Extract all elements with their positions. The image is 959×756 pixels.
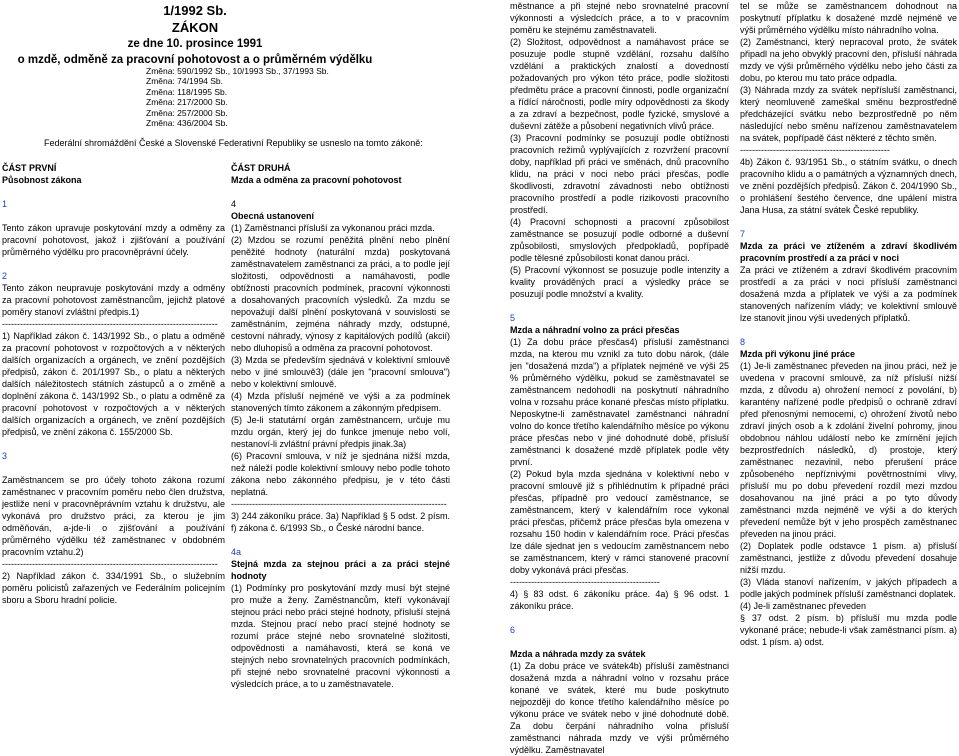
footnote: 4b) Zákon č. 93/1951 Sb., o státním svátku, o dnech pracovního klidu a o památných a významných dnech, ve znění pozdějších předpisů. Zákon č. 204/1990 Sb., o prohlášení šestého července, dne upálení mistra Jana Husa, za státní svátek České republiky. <box>740 157 957 215</box>
amendment-line: Změna: 257/2000 Sb. <box>146 107 228 118</box>
paragraph: (1) Za dobu práce ve svátek4b) přísluší zaměstnanci dosažená mzda a náhradní volno v rozsahu práce konané ve svátek, které mu bude poskytnuto nejpozději do konce třetího kalendářního měsíce po výkonu práce ve svátek nebo v jiné dohodnuté době. Za dobu čerpání náhradního volna přísluší zaměstnanci náhrada mzdy ve výši průměrného výdělku. Zaměstnavatel <box>510 661 729 755</box>
paragraph: (2) Doplatek podle odstavce 1 písm. a) přísluší zaměstnanci, jestliže z důvodu převedení dosahuje nižší mzdu. <box>740 541 957 575</box>
footnote: 3) 244 zákoníku práce. 3a) Například § 5 odst. 2 písm. f) zákona č. 6/1993 Sb., o České národní bance. <box>231 511 450 533</box>
paragraph: (2) Složitost, odpovědnost a namáhavost práce se posuzuje podle stupně vzdělání, rozsahu dalšího vzdělání a praktických znalostí a dovedností požadovaných pro výkon této práce, podle složitosti předmětu práce a pracovní činnosti, podle organizační a řídící náročnosti, podle míry odpovědnosti za škody a za zdraví a bezpečnost, podle fyzické, smyslové a duševní zátěže a působení negativních vlivů práce. <box>510 37 729 131</box>
part-subtitle: Mzda a odměna za pracovní pohotovost <box>231 175 402 185</box>
paragraph: Za práci ve ztíženém a zdraví škodlivém pracovním prostředí a za práci v noci přísluší zaměstnanci dosažená mzda a příplatek ve výši a za podmínek stanovených nařízením vlády; ve kolektivní smlouvě lze stanovit jinou výši uvedených příplatků. <box>740 265 957 323</box>
enactment-clause: Federální shromáždění České a Slovenské Federativní Republiky se usneslo na tomto zákoně: <box>44 138 423 148</box>
column-three <box>510 0 729 756</box>
section-number: 8 <box>740 337 746 347</box>
amendment-line: Změna: 436/2004 Sb. <box>146 118 228 129</box>
paragraph: § 37 odst. 2 písm. b) přísluší mu mzda podle vykonané práce; nebude-li však zaměstnanci písm. a) odst. 1 písm. a) odst. <box>740 613 957 647</box>
paragraph: městnance a při stejné nebo srovnatelné pracovní výkonnosti a výsledcích práce, a to v pracovním poměru ke stejnému zaměstnavateli. <box>510 1 729 35</box>
part-title: ČÁST DRUHÁ <box>231 163 291 173</box>
document-type: ZÁKON <box>171 20 219 35</box>
section-number: 5 <box>510 313 516 323</box>
section-number: 4a <box>231 547 242 557</box>
part-subtitle: Působnost zákona <box>2 175 82 185</box>
paragraph: (1) Podmínky pro poskytování mzdy musí být stejné pro muže a ženy. Zaměstnancům, kteří vykonávají stejnou práci nebo práci stejné hodnoty, přísluší stejná mzda. Stejnou prací nebo prací stejné hodnoty se rozumí práce stejné nebo srovnatelné složitosti, odpovědnosti a namáhavosti, která se koná ve stejných nebo srovnatelných pracovních podmínkách, při stejné nebo srovnatelné pracovní výkonnosti a výsledcích práce, a to u zaměstnavatele. <box>231 583 450 689</box>
paragraph: (2) Zaměstnanci, který nepracoval proto, že svátek připadl na jeho obvyklý pracovní den, přísluší náhrada mzdy ve výši průměrného výdělku nebo jeho části za dobu, po kterou mu tato práce odpadla. <box>740 37 957 83</box>
amendment-line: Změna: 74/1994 Sb. <box>146 76 224 87</box>
footnote-separator: -------------------------------------------------- <box>740 145 890 155</box>
section-title: Mzda při výkonu jiné práce <box>740 349 856 359</box>
amendment-line: Změna: 217/2000 Sb. <box>146 97 228 108</box>
amendment-line: Změna: 118/1995 Sb. <box>146 86 228 97</box>
paragraph: (1) Je-li zaměstnanec převeden na jinou práci, než je uvedena v pracovní smlouvě, za níž přísluší nižší mzda, z důvodu a) ohrožení nemocí z povolání, b) karantény nařízené podle předpisů o ochraně zdraví před přenosnými nemocemi, c) ohrožení životů nebo zdraví jiných osob a k zdolání živelní pohromy, jinou obdobnou náhlou událostí nebo ke zmírnění jejích bezprostředních následků, d) prostoje, který zaměstnanec nezavinil, nebo přerušení práce způsobeného nepříznivými povětrnostními vlivy, přísluší mu po dobu převedení rozdíl mezi mzdou dosahovanou na jiné práci a po tyto důvody zaměstnanci mzda nejméně ve výši a do kterých převedení nemůže být v jeho prospěch zaměstnanec převeden na jinou práci. <box>740 361 957 539</box>
paragraph: (4) Pracovní schopnosti a pracovní způsobilost zaměstnance se posuzují podle odborné a duševní způsobilosti, smyslových předpokladů, popřípadě podle tělesné způsobilosti konat danou práci. <box>510 217 729 263</box>
paragraph: Tento zákon neupravuje poskytování mzdy a odměny za pracovní pohotovost zaměstnancům, jejichž platové poměry stanoví zvláštní předpis.1) <box>2 283 225 317</box>
paragraph: Tento zákon upravuje poskytování mzdy a odměny za pracovní pohotovost, jakož i zjišťování a používání průměrného výdělku pro pracovněprávní účely. <box>2 223 225 257</box>
paragraph: (1) Zaměstnanci přísluší za vykonanou práci mzda. <box>231 223 435 233</box>
paragraph: (1) Za dobu práce přesčas4) přísluší zaměstnanci mzda, na kterou mu vznikl za tuto dobu nárok, (dále jen "dosažená mzda") a příplatek nejméně ve výši 25 % průměrného výdělku, pokud se zaměstnavatel se zaměstnancem nedohodli na poskytnutí náhradního volna v rozsahu práce konané přesčas místo příplatku. Neposkytne-li zaměstnavatel zaměstnanci náhradní volno do konce třetího kalendářního měsíce po výkonu práce přesčas nebo v jiné dohodnuté době, přísluší zaměstnanci k dosažené mzdě příplatek podle věty první. <box>510 337 729 467</box>
paragraph: (5) Je-li statutární orgán zaměstnancem, určuje mu mzdu orgán, který jej do funkce jmenuje nebo volí, nestanoví-li zvláštní právní předpis jinak.3a) <box>231 415 450 449</box>
paragraph: (3) Mzda se především sjednává v kolektivní smlouvě nebo v jiné smlouvě3) (dále jen "pracovní smlouva") nebo v kolektivní smlouvě. <box>231 355 450 389</box>
document-date: ze dne 10. prosince 1991 <box>127 38 263 50</box>
section-title: Stejná mzda za stejnou práci a za práci stejné hodnoty <box>231 559 450 581</box>
column-part-two <box>231 162 450 690</box>
section-title: Mzda za práci ve ztíženém a zdraví škodlivém pracovním prostředí a za práci v noci <box>740 241 957 263</box>
document-citation: 1/1992 Sb. <box>163 3 227 18</box>
part-title: ČÁST PRVNÍ <box>2 163 57 173</box>
section-number: 6 <box>510 625 516 635</box>
section-title: Mzda a náhradní volno za práci přesčas <box>510 325 680 335</box>
paragraph: (2) Mzdou se rozumí peněžitá plnění nebo plnění peněžité hodnoty (naturální mzda) poskytovaná zaměstnavatelem zaměstnanci za práci, a to podle její složitosti, odpovědnosti a namáhavosti, podle obtížnosti pracovních podmínek, pracovní výkonnosti a dosahovaných pracovních výsledků. Za mzdu se nepovažují další plnění poskytovaná v souvislosti se zaměstnáním, zejména náhrady mzdy, odstupné, cestovní náhrady, výnosy z kapitálových podílů (akcií) nebo dluhopisů a odměna za pracovní pohotovost. <box>231 235 450 353</box>
section-number: 2 <box>2 271 8 281</box>
document-header <box>0 2 390 68</box>
section-title: Obecná ustanovení <box>231 211 315 221</box>
paragraph: tel se může se zaměstnancem dohodnout na poskytnutí příplatku k dosažené mzdě nejméně ve výši průměrného výdělku místo náhradního volna. <box>740 1 957 35</box>
section-title: Mzda a náhrada mzdy za svátek <box>510 649 646 659</box>
paragraph: (3) Náhrada mzdy za svátek nepřísluší zaměstnanci, který neomluveně zameškal směnu bezprostředně předcházející svátku nebo bezprostředně po něm následující nebo směnu nařízenou zaměstnavatelem na svátek, popřípadě část některé z těchto směn. <box>740 85 957 143</box>
footnote: 4) § 83 odst. 6 zákoníku práce. 4a) § 96 odst. 1 zákoníku práce. <box>510 589 729 611</box>
paragraph: (5) Pracovní výkonnost se posuzuje podle intenzity a kvality prováděných prací a výsledky práce se posuzují podle množství a kvality. <box>510 265 729 299</box>
footnote: 1) Například zákon č. 143/1992 Sb., o platu a odměně za pracovní pohotovost v rozpočtových a v některých dalších organizacích a orgánech, ve znění pozdějších předpisů, zákon č. 201/1997 Sb., o platu a některých dalších náležitostech státních zástupců a o změně a doplnění zákona č. 143/1992 Sb., o platu a odměně za pracovní pohotovost v rozpočtových a v některých dalších organizacích a orgánech, ve znění pozdějších předpisů, ve znění zákona č. 155/2000 Sb. <box>2 331 225 437</box>
paragraph: (2) Pokud byla mzda sjednána v kolektivní nebo v pracovní smlouvě již s přihlédnutím k případné práci přesčas, případně pro vedoucí zaměstnance, se zaměstnancem, který v kalendářním roce vykonal práci přesčas, přičemž práce přesčas byla omezena v rozsahu 150 hodin v kalendářním roce. Práci přesčas lze dále sjednat jen s vedoucím zaměstnancem nebo se zaměstnancem, který v rámci stanovené pracovní doby vykonává práci přesčas. <box>510 469 729 575</box>
section-number: 7 <box>740 229 746 239</box>
amendment-line: Změna: 590/1992 Sb., 10/1993 Sb., 37/1993 Sb. <box>146 66 329 76</box>
footnote-separator: ------------------------------------------------------------------------ <box>231 499 447 509</box>
footnote-separator: -------------------------------------------------- <box>510 577 660 587</box>
section-number: 4 <box>231 199 237 209</box>
column-part-one <box>2 162 225 606</box>
paragraph: (3) Vláda stanoví nařízením, v jakých případech a podle jakých podmínek přísluší zaměstnanci doplatek. <box>740 577 957 599</box>
column-four <box>740 0 957 648</box>
paragraph: (4) Mzda přísluší nejméně ve výši a za podmínek stanovených tímto zákonem a zákonným předpisem. <box>231 391 450 413</box>
amendments-list <box>146 66 329 128</box>
document-title: o mzdě, odměně za pracovní pohotovost a o průměrném výdělku <box>17 54 373 66</box>
footnote-separator: ------------------------------------------------------------------------ <box>2 559 218 569</box>
paragraph: Zaměstnancem se pro účely tohoto zákona rozumí zaměstnanec v pracovním poměru nebo člen družstva, jestliže není v pracovněprávním vztahu k družstvu, ale vykonává pro družstvo práci, za kterou je jim odměňován, a-jde-li o zjišťování a používání průměrného výdělku též zaměstnanec v obdobném pracovním vztahu.2) <box>2 475 225 557</box>
section-number: 1 <box>2 199 8 209</box>
paragraph: (4) Je-li zaměstnanec převeden <box>740 601 867 611</box>
paragraph: (3) Pracovní podmínky se posuzují podle obtížnosti pracovních režimů vyplývajících z rozvržení pracovní doby, například při práci ve směnách, dnů pracovního klidu, na práci v noci nebo práci přesčas, podle škodlivosti, zdravotní závadnosti nebo obtížnosti pracovního prostředí a podle rizikovosti pracovního prostředí. <box>510 133 729 215</box>
footnote-separator: ------------------------------------------------------------------------ <box>2 319 218 329</box>
footnote: 2) Například zákon č. 334/1991 Sb., o služebním poměru policistů zařazených ve Federálním policejním sboru a Sboru hradní policie. <box>2 571 225 605</box>
paragraph: (6) Pracovní smlouva, v níž je sjednána nižší mzda, než náleží podle kolektivní smlouvy nebo podle tohoto zákona nebo zákonného předpisu, je v této části neplatná. <box>231 451 450 497</box>
section-number: 3 <box>2 451 8 461</box>
